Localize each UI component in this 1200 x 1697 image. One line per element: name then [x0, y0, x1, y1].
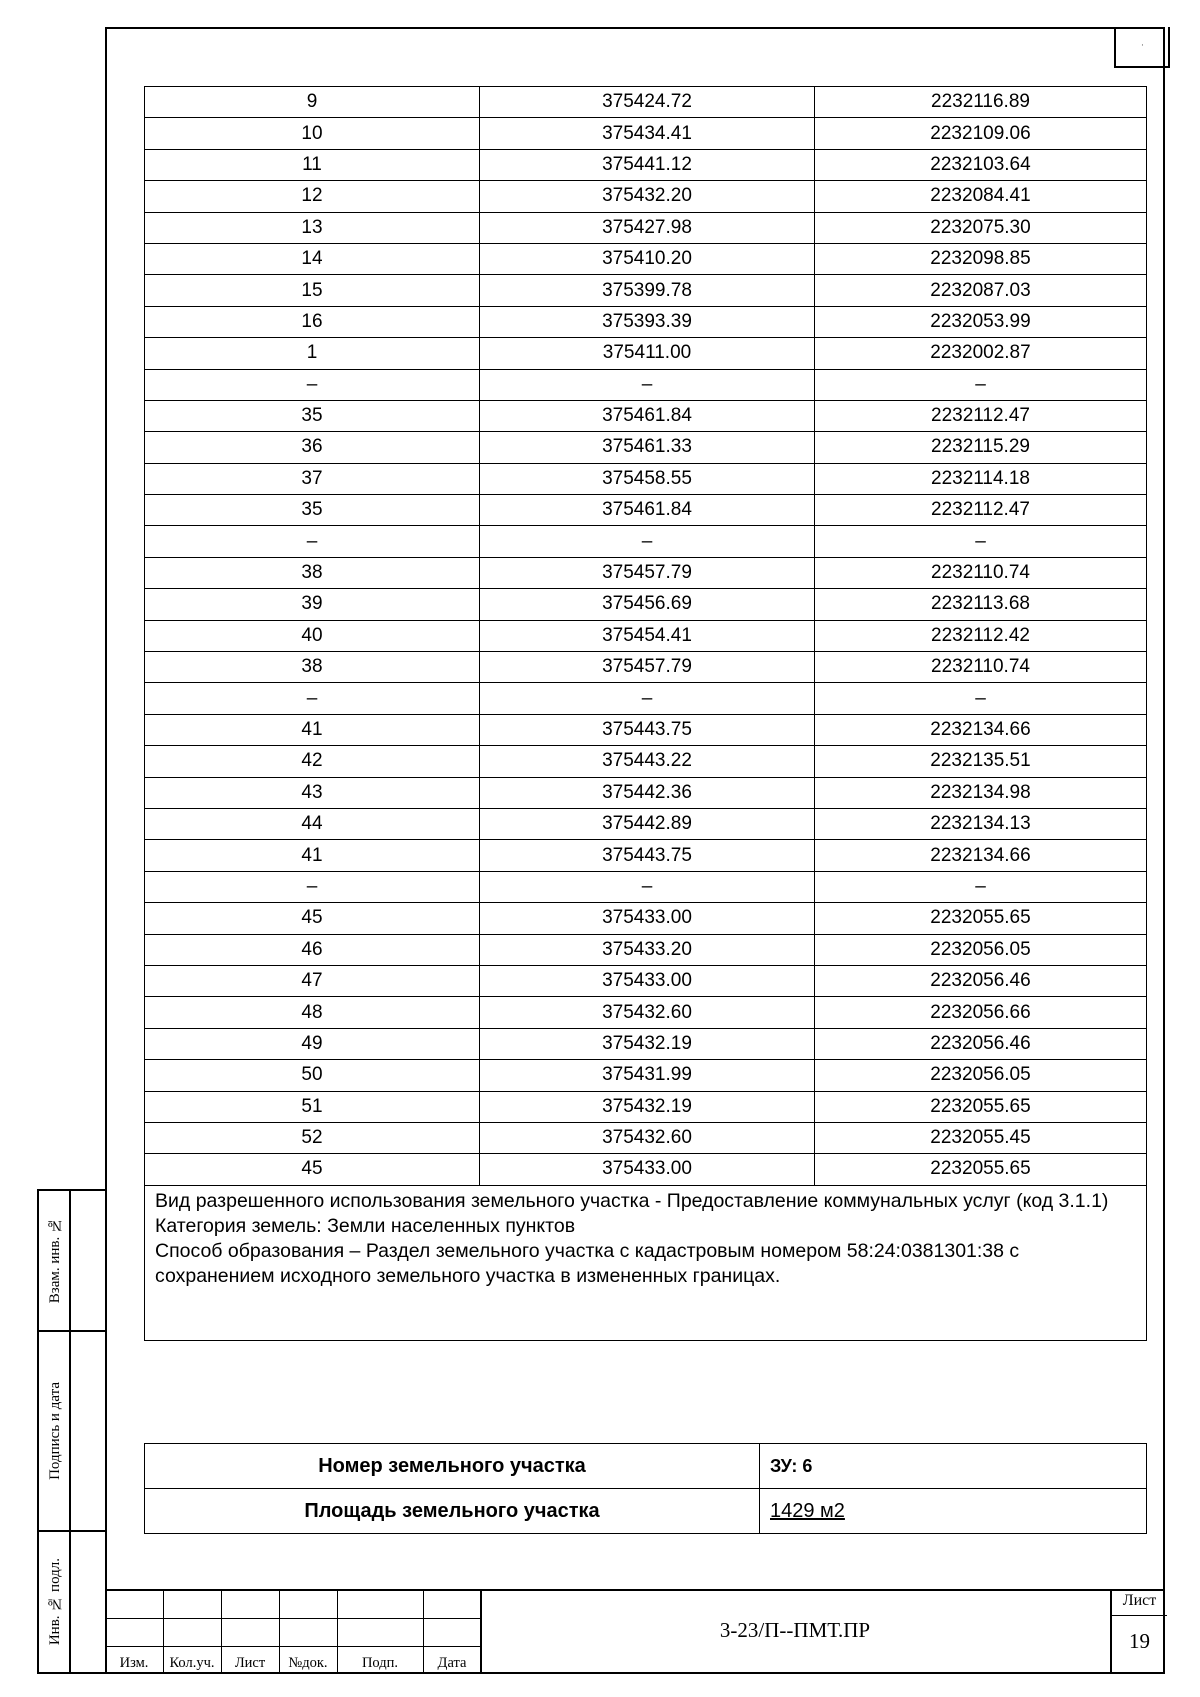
y-coordinate-cell: 2232112.47: [815, 495, 1147, 526]
table-row: [145, 1122, 1147, 1153]
table-row: [145, 338, 1147, 369]
y-coordinate-cell: 2232109.06: [815, 118, 1147, 149]
coordinates-table-body: [145, 87, 1147, 1186]
y-coordinate-cell: 2232134.13: [815, 808, 1147, 839]
x-coordinate-cell: –: [480, 683, 815, 714]
x-coordinate-cell: 375443.75: [480, 840, 815, 871]
table-row: [145, 306, 1147, 337]
table-row: [145, 965, 1147, 996]
x-coordinate-cell: –: [480, 871, 815, 902]
y-coordinate-cell: 2232103.64: [815, 149, 1147, 180]
point-number-cell: 50: [145, 1060, 480, 1091]
y-coordinate-cell: 2232110.74: [815, 557, 1147, 588]
usage-note: Вид разрешенного использования земельного участка - Предоставление коммунальных услуг (код 3.1.1): [155, 1190, 1109, 1212]
point-number-cell: 47: [145, 965, 480, 996]
table-row: [145, 181, 1147, 212]
point-number-cell: 14: [145, 243, 480, 274]
x-coordinate-cell: 375433.00: [480, 903, 815, 934]
x-coordinate-cell: 375456.69: [480, 589, 815, 620]
point-number-cell: 10: [145, 118, 480, 149]
y-coordinate-cell: 2232134.98: [815, 777, 1147, 808]
corner-mark: ·: [1141, 41, 1144, 51]
table-row: [145, 1060, 1147, 1091]
point-number-cell: 42: [145, 746, 480, 777]
x-coordinate-cell: 375441.12: [480, 149, 815, 180]
corner-box: [1114, 27, 1170, 68]
x-coordinate-cell: 375433.00: [480, 1154, 815, 1185]
table-row: [145, 652, 1147, 683]
side-stamp-inv-orig: [37, 1530, 107, 1674]
x-coordinate-cell: 375433.00: [480, 965, 815, 996]
parcel-number-row: [145, 1444, 1147, 1489]
header-podp: Подп.: [361, 1655, 399, 1671]
table-row: [145, 212, 1147, 243]
point-number-cell: 52: [145, 1122, 480, 1153]
y-coordinate-cell: 2232115.29: [815, 432, 1147, 463]
x-coordinate-cell: 375432.60: [480, 997, 815, 1028]
x-coordinate-cell: 375457.79: [480, 652, 815, 683]
x-coordinate-cell: 375461.84: [480, 495, 815, 526]
y-coordinate-cell: –: [815, 683, 1147, 714]
x-coordinate-cell: 375427.98: [480, 212, 815, 243]
table-row: [145, 432, 1147, 463]
parcel-number-value: ЗУ: 6: [760, 1444, 1147, 1489]
side-inv-orig-label: Инв. № подл.: [46, 1558, 63, 1646]
y-coordinate-cell: 2232114.18: [815, 463, 1147, 494]
x-coordinate-cell: 375442.36: [480, 777, 815, 808]
y-coordinate-cell: 2232084.41: [815, 181, 1147, 212]
point-number-cell: –: [145, 683, 480, 714]
side-swap-inv-label: Взам. инв. №: [46, 1217, 63, 1304]
table-row: [145, 620, 1147, 651]
point-number-cell: 15: [145, 275, 480, 306]
y-coordinate-cell: 2232056.46: [815, 1028, 1147, 1059]
table-row: [145, 746, 1147, 777]
point-number-cell: 13: [145, 212, 480, 243]
method-note: Способ образования – Раздел земельного участка с кадастровым номером 58:24:0381301:38 с сохранением исходного земельного участка в измененных границах.: [155, 1240, 1020, 1287]
point-number-cell: 9: [145, 87, 480, 118]
x-coordinate-cell: 375457.79: [480, 557, 815, 588]
x-coordinate-cell: 375442.89: [480, 808, 815, 839]
x-coordinate-cell: 375434.41: [480, 118, 815, 149]
point-number-cell: 51: [145, 1091, 480, 1122]
point-number-cell: –: [145, 526, 480, 557]
point-number-cell: 1: [145, 338, 480, 369]
point-number-cell: 36: [145, 432, 480, 463]
point-number-cell: –: [145, 369, 480, 400]
table-row: [145, 495, 1147, 526]
y-coordinate-cell: 2232116.89: [815, 87, 1147, 118]
y-coordinate-cell: 2232098.85: [815, 243, 1147, 274]
x-coordinate-cell: 375432.60: [480, 1122, 815, 1153]
category-note: Категория земель: Земли населенных пунктов: [155, 1215, 576, 1237]
table-row: [145, 934, 1147, 965]
table-row: [145, 683, 1147, 714]
y-coordinate-cell: 2232112.42: [815, 620, 1147, 651]
y-coordinate-cell: 2232055.65: [815, 903, 1147, 934]
point-number-cell: 12: [145, 181, 480, 212]
table-row: [145, 87, 1147, 118]
point-number-cell: 45: [145, 903, 480, 934]
x-coordinate-cell: 375393.39: [480, 306, 815, 337]
x-coordinate-cell: 375454.41: [480, 620, 815, 651]
y-coordinate-cell: 2232135.51: [815, 746, 1147, 777]
point-number-cell: 38: [145, 557, 480, 588]
sheet-box: [1110, 1589, 1167, 1674]
parcel-area-value: 1429 м2: [760, 1489, 1147, 1534]
x-coordinate-cell: 375432.19: [480, 1028, 815, 1059]
y-coordinate-cell: –: [815, 369, 1147, 400]
point-number-cell: 37: [145, 463, 480, 494]
table-row: [145, 118, 1147, 149]
x-coordinate-cell: 375431.99: [480, 1060, 815, 1091]
table-row: [145, 903, 1147, 934]
table-row: [145, 871, 1147, 902]
y-coordinate-cell: –: [815, 871, 1147, 902]
x-coordinate-cell: 375432.20: [480, 181, 815, 212]
x-coordinate-cell: 375443.75: [480, 714, 815, 745]
table-row: [145, 840, 1147, 871]
x-coordinate-cell: 375461.33: [480, 432, 815, 463]
point-number-cell: 35: [145, 400, 480, 431]
x-coordinate-cell: –: [480, 526, 815, 557]
table-row: [145, 400, 1147, 431]
parcel-area-label: Площадь земельного участка: [145, 1489, 760, 1534]
x-coordinate-cell: 375458.55: [480, 463, 815, 494]
y-coordinate-cell: 2232053.99: [815, 306, 1147, 337]
x-coordinate-cell: 375399.78: [480, 275, 815, 306]
table-row: [145, 526, 1147, 557]
x-coordinate-cell: 375410.20: [480, 243, 815, 274]
table-row: [145, 777, 1147, 808]
table-row: [145, 997, 1147, 1028]
document-code: 3-23/П--ПМТ.ПР: [719, 1618, 871, 1642]
side-stamp-swap-inv: [37, 1189, 107, 1332]
y-coordinate-cell: –: [815, 526, 1147, 557]
x-coordinate-cell: 375432.19: [480, 1091, 815, 1122]
y-coordinate-cell: 2232134.66: [815, 840, 1147, 871]
side-sign-date-label: Подпись и дата: [46, 1382, 63, 1480]
title-block-revision-grid: [105, 1590, 481, 1674]
point-number-cell: 40: [145, 620, 480, 651]
point-number-cell: 49: [145, 1028, 480, 1059]
x-coordinate-cell: 375411.00: [480, 338, 815, 369]
point-number-cell: 44: [145, 808, 480, 839]
header-izm: Изм.: [119, 1655, 149, 1671]
point-number-cell: 11: [145, 149, 480, 180]
point-number-cell: 48: [145, 997, 480, 1028]
sheet-label: Лист: [1122, 1592, 1157, 1609]
y-coordinate-cell: 2232055.65: [815, 1091, 1147, 1122]
parcel-area-row: [145, 1489, 1147, 1534]
point-number-cell: 43: [145, 777, 480, 808]
y-coordinate-cell: 2232002.87: [815, 338, 1147, 369]
x-coordinate-cell: 375433.20: [480, 934, 815, 965]
y-coordinate-cell: 2232112.47: [815, 400, 1147, 431]
y-coordinate-cell: 2232055.45: [815, 1122, 1147, 1153]
y-coordinate-cell: 2232056.66: [815, 997, 1147, 1028]
point-number-cell: –: [145, 871, 480, 902]
table-row: [145, 1091, 1147, 1122]
x-coordinate-cell: 375424.72: [480, 87, 815, 118]
point-number-cell: 46: [145, 934, 480, 965]
table-row: [145, 243, 1147, 274]
y-coordinate-cell: 2232075.30: [815, 212, 1147, 243]
y-coordinate-cell: 2232056.46: [815, 965, 1147, 996]
point-number-cell: 41: [145, 714, 480, 745]
header-ndok: №док.: [288, 1655, 328, 1671]
parcel-number-label: Номер земельного участка: [145, 1444, 760, 1489]
parcel-notes: [144, 1186, 1147, 1341]
x-coordinate-cell: 375443.22: [480, 746, 815, 777]
table-row: [145, 589, 1147, 620]
point-number-cell: 45: [145, 1154, 480, 1185]
parcel-summary-table: [144, 1443, 1147, 1534]
table-row: [145, 557, 1147, 588]
y-coordinate-cell: 2232110.74: [815, 652, 1147, 683]
table-row: [145, 808, 1147, 839]
header-data: Дата: [437, 1655, 467, 1671]
point-number-cell: 35: [145, 495, 480, 526]
table-row: [145, 149, 1147, 180]
table-row: [145, 1028, 1147, 1059]
table-row: [145, 714, 1147, 745]
y-coordinate-cell: 2232056.05: [815, 934, 1147, 965]
header-list: Лист: [234, 1655, 266, 1671]
y-coordinate-cell: 2232087.03: [815, 275, 1147, 306]
sheet-number: 19: [1129, 1629, 1150, 1653]
point-number-cell: 16: [145, 306, 480, 337]
table-row: [145, 1154, 1147, 1185]
point-number-cell: 41: [145, 840, 480, 871]
table-row: [145, 275, 1147, 306]
x-coordinate-cell: 375461.84: [480, 400, 815, 431]
x-coordinate-cell: –: [480, 369, 815, 400]
y-coordinate-cell: 2232134.66: [815, 714, 1147, 745]
point-number-cell: 38: [145, 652, 480, 683]
point-number-cell: 39: [145, 589, 480, 620]
table-row: [145, 369, 1147, 400]
y-coordinate-cell: 2232113.68: [815, 589, 1147, 620]
y-coordinate-cell: 2232056.05: [815, 1060, 1147, 1091]
side-stamp-sign-date: [37, 1330, 107, 1532]
table-row: [145, 463, 1147, 494]
y-coordinate-cell: 2232055.65: [815, 1154, 1147, 1185]
coordinates-table: [144, 86, 1147, 1186]
header-kol-uch: Кол.уч.: [169, 1655, 215, 1671]
